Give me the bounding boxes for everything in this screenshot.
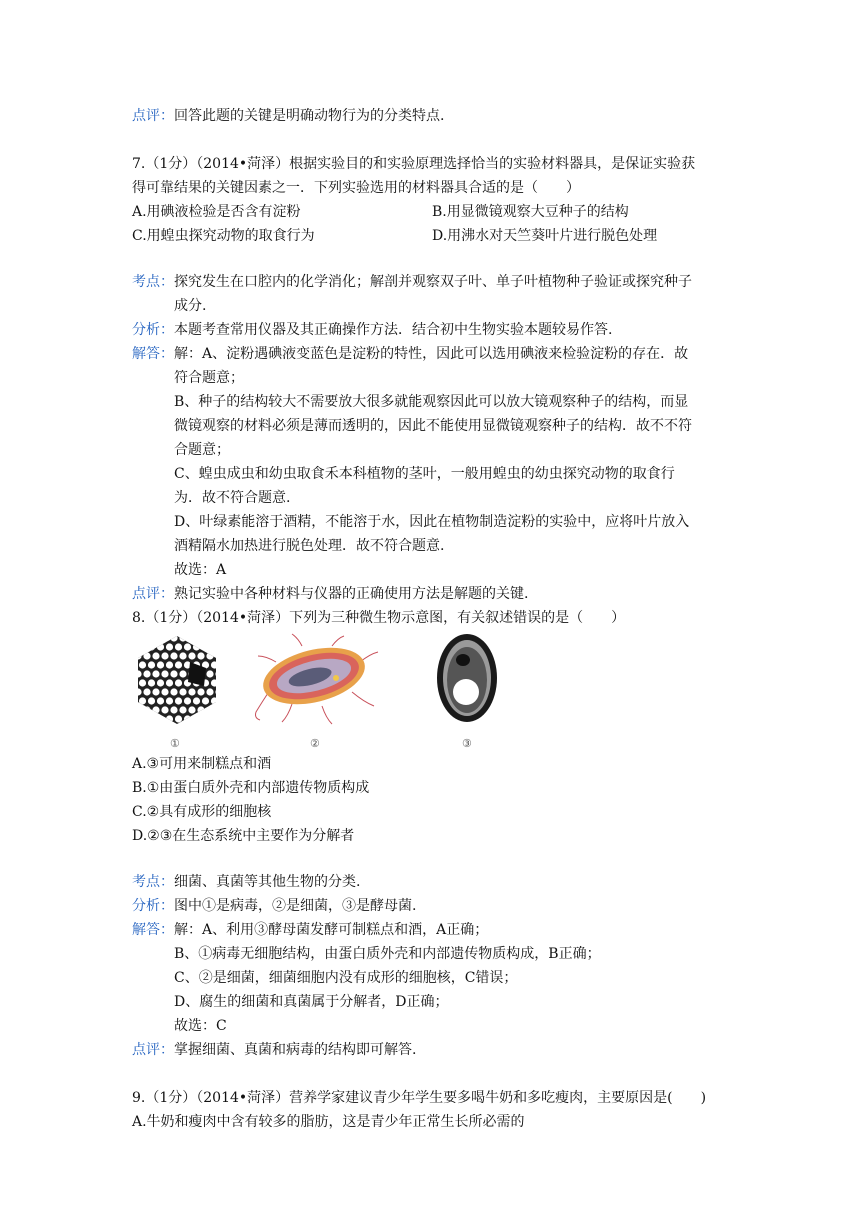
capsid-dot	[175, 643, 183, 651]
fenxi-label: 分析：	[132, 898, 174, 914]
capsid-dot	[139, 661, 147, 669]
capsid-dot	[193, 643, 201, 651]
capsid-dot	[134, 706, 142, 714]
capsid-dot	[170, 634, 178, 642]
capsid-dot	[179, 670, 187, 678]
dianping-label: 点评：	[132, 586, 174, 602]
capsid-dot	[215, 688, 222, 696]
jieda-line: 解：A、利用③酵母菌发酵可制糕点和酒，A正确；	[174, 922, 489, 938]
capsid-dot	[202, 715, 210, 723]
capsid-dot	[175, 715, 183, 723]
capsid-dot	[143, 652, 151, 660]
q7-jieda-line: 合题意；	[174, 442, 230, 458]
q7-jieda-line: C、蝗虫成虫和幼虫取食禾本科植物的茎叶，一般用蝗虫的幼虫探究动物的取食行	[174, 466, 675, 482]
dianping-text: 掌握细菌、真菌和病毒的结构即可解答.	[174, 1042, 417, 1058]
virus-image	[132, 632, 222, 728]
jieda-label: 解答：	[132, 922, 174, 938]
q7-jieda-line: 酒精隔水加热进行脱色处理．故不符合题意.	[174, 538, 445, 554]
capsid-dot	[215, 670, 222, 678]
capsid-dot	[152, 652, 160, 660]
capsid-dot	[166, 715, 174, 723]
capsid-dot	[206, 652, 214, 660]
capsid-dot	[157, 697, 165, 705]
capsid-dot	[157, 643, 165, 651]
figure-label-1: ①	[170, 737, 180, 750]
capsid-dot	[166, 679, 174, 687]
q8-jieda-line: D、腐生的细菌和真菌属于分解者，D正确；	[174, 994, 449, 1010]
capsid-dot	[202, 697, 210, 705]
q7-dianping	[132, 582, 528, 606]
q7-kaodian-line2: 成分.	[174, 298, 207, 314]
capsid-dot	[188, 652, 196, 660]
capsid-dot	[175, 661, 183, 669]
review-text: 回答此题的关键是明确动物行为的分类特点.	[174, 108, 445, 124]
q8-option-b: B.①由蛋白质外壳和内部遗传物质构成	[132, 780, 370, 796]
capsid-dot	[170, 688, 178, 696]
capsid-dot	[188, 688, 196, 696]
capsid-dot	[211, 679, 219, 687]
q7-option-b: B.用显微镜观察大豆种子的结构	[432, 204, 629, 220]
fenxi-text: 本题考查常用仪器及其正确操作方法．结合初中生物实验本题较易作答.	[174, 322, 613, 338]
capsid-dot	[148, 679, 156, 687]
capsid-dot	[211, 643, 219, 651]
capsid-dot	[175, 697, 183, 705]
capsid-dot	[143, 634, 151, 642]
capsid-dot	[161, 706, 169, 714]
q7-jieda-answer: 故选：A	[174, 562, 227, 578]
q7-option-a: A.用碘液检验是否含有淀粉	[132, 204, 301, 220]
capsid-dot	[188, 706, 196, 714]
capsid-dot	[202, 643, 210, 651]
review-label: 点评：	[132, 108, 174, 124]
q7-stem-line1: 7.（1分）（2014•菏泽）根据实验目的和实验原理选择恰当的实验材料器具，是保证实验获	[132, 156, 696, 172]
capsid-dot	[161, 652, 169, 660]
q7-jieda-line: D、叶绿素能溶于酒精，不能溶于水，因此在植物制造淀粉的实验中，应将叶片放入	[174, 514, 690, 530]
capsid-dot	[184, 643, 192, 651]
kaodian-label: 考点：	[132, 274, 174, 290]
jieda-line: 解：A、淀粉遇碘液变蓝色是淀粉的特性，因此可以选用碘液来检验淀粉的存在．故	[174, 346, 689, 362]
q7-option-d: D.用沸水对天竺葵叶片进行脱色处理	[432, 228, 658, 244]
q6-review	[132, 104, 444, 128]
q7-jieda-line: B、种子的结构较大不需要放大很多就能观察因此可以放大镜观察种子的结构，而显	[174, 394, 689, 410]
capsid-dot	[161, 634, 169, 642]
capsid-dot	[184, 715, 192, 723]
capsid-dot	[184, 697, 192, 705]
capsid-dot	[166, 697, 174, 705]
capsid-dot	[220, 715, 223, 723]
jieda-label: 解答：	[132, 346, 174, 362]
capsid-dot	[179, 634, 187, 642]
q8-jieda-answer: 故选：C	[174, 1018, 227, 1034]
capsid-dot	[206, 670, 214, 678]
capsid-dot	[134, 652, 142, 660]
capsid-dot	[179, 652, 187, 660]
capsid-dot	[197, 652, 205, 660]
q8-option-a: A.③可用来制糕点和酒	[132, 756, 272, 772]
capsid-dot	[197, 688, 205, 696]
q8-jieda	[132, 918, 488, 942]
fenxi-label: 分析：	[132, 322, 174, 338]
capsid-dot	[211, 715, 219, 723]
q7-jieda	[132, 342, 688, 366]
capsid-dot	[193, 715, 201, 723]
bacterium-image	[252, 632, 382, 728]
capsid-dot	[179, 706, 187, 714]
q7-stem-line2: 得可靠结果的关键因素之一．下列实验选用的材料器具合适的是（ ）	[132, 180, 580, 196]
fenxi-text: 图中①是病毒，②是细菌，③是酵母菌.	[174, 898, 417, 914]
q7-jieda-line: 为．故不符合题意.	[174, 490, 291, 506]
capsid-dot	[139, 697, 147, 705]
capsid-dot	[188, 634, 196, 642]
capsid-dot	[179, 688, 187, 696]
yeast-image	[432, 632, 502, 728]
capsid-dot	[148, 643, 156, 651]
q8-jieda-line: B、①病毒无细胞结构，由蛋白质外壳和内部遗传物质构成，B正确；	[174, 946, 601, 962]
capsid-dot	[157, 715, 165, 723]
figure-label-3: ③	[462, 737, 472, 750]
capsid-dot	[197, 634, 205, 642]
q7-jieda-line: 符合题意；	[174, 370, 244, 386]
capsid-dot	[152, 706, 160, 714]
capsid-dot	[220, 661, 223, 669]
q8-option-d: D.②③在生态系统中主要作为分解者	[132, 828, 355, 844]
capsid-dot	[148, 715, 156, 723]
capsid-dot	[152, 670, 160, 678]
capsid-dot	[161, 688, 169, 696]
capsid-dot	[215, 706, 222, 714]
dianping-text: 熟记实验中各种材料与仪器的正确使用方法是解题的关键.	[174, 586, 529, 602]
microorganism-figure	[132, 632, 512, 750]
q8-kaodian	[132, 870, 360, 894]
capsid-dot	[148, 697, 156, 705]
capsid-dot	[152, 634, 160, 642]
capsid-dot	[139, 679, 147, 687]
capsid-dot	[175, 679, 183, 687]
capsid-dot	[211, 661, 219, 669]
capsid-dot	[157, 679, 165, 687]
capsid-dot	[197, 706, 205, 714]
capsid-dot	[206, 688, 214, 696]
capsid-dot	[134, 634, 142, 642]
q8-stem: 8.（1分）（2014•菏泽）下列为三种微生物示意图，有关叙述错误的是（ ）	[132, 610, 626, 626]
capsid-dot	[206, 634, 214, 642]
capsid-dot	[206, 706, 214, 714]
capsid-dot	[220, 697, 223, 705]
capsid-dot	[215, 652, 222, 660]
capsid-dot	[220, 643, 223, 651]
capsid-dot	[157, 661, 165, 669]
kaodian-text: 探究发生在口腔内的化学消化；解剖并观察双子叶、单子叶植物种子验证或探究种子	[174, 274, 692, 290]
q7-kaodian	[132, 270, 692, 294]
capsid-dot	[148, 661, 156, 669]
q9-stem: 9.（1分）（2014•菏泽）营养学家建议青少年学生要多喝牛奶和多吃瘦肉，主要原因是( )	[132, 1090, 707, 1106]
q8-option-c: C.②具有成形的细胞核	[132, 804, 272, 820]
capsid-dot	[143, 706, 151, 714]
capsid-dot	[139, 643, 147, 651]
q7-fenxi	[132, 318, 612, 342]
q7-option-c: C.用蝗虫探究动物的取食行为	[132, 228, 315, 244]
capsid-dot	[139, 715, 147, 723]
capsid-dot	[215, 634, 222, 642]
q8-jieda-line: C、②是细菌，细菌细胞内没有成形的细胞核，C错误；	[174, 970, 518, 986]
capsid-dot	[170, 652, 178, 660]
capsid-dot	[134, 688, 142, 696]
kaodian-text: 细菌、真菌等其他生物的分类.	[174, 874, 361, 890]
capsid-dot	[143, 688, 151, 696]
kaodian-label: 考点：	[132, 874, 174, 890]
capsid-dot	[166, 643, 174, 651]
dianping-label: 点评：	[132, 1042, 174, 1058]
capsid-dot	[143, 670, 151, 678]
capsid-dot	[170, 670, 178, 678]
capsid-dot	[220, 679, 223, 687]
capsid-dot	[161, 670, 169, 678]
capsid-dot	[152, 688, 160, 696]
figure-label-2: ②	[310, 737, 320, 750]
q9-option-a: A.牛奶和瘦肉中含有较多的脂肪，这是青少年正常生长所必需的	[132, 1114, 525, 1130]
q7-jieda-line: 微镜观察的材料必须是薄而透明的，因此不能使用显微镜观察种子的结构．故不不符	[174, 418, 692, 434]
capsid-dot	[193, 697, 201, 705]
capsid-dot	[134, 670, 142, 678]
q8-dianping	[132, 1038, 416, 1062]
capsid-dot	[166, 661, 174, 669]
q8-fenxi	[132, 894, 416, 918]
capsid-dot	[211, 697, 219, 705]
capsid-dot	[170, 706, 178, 714]
